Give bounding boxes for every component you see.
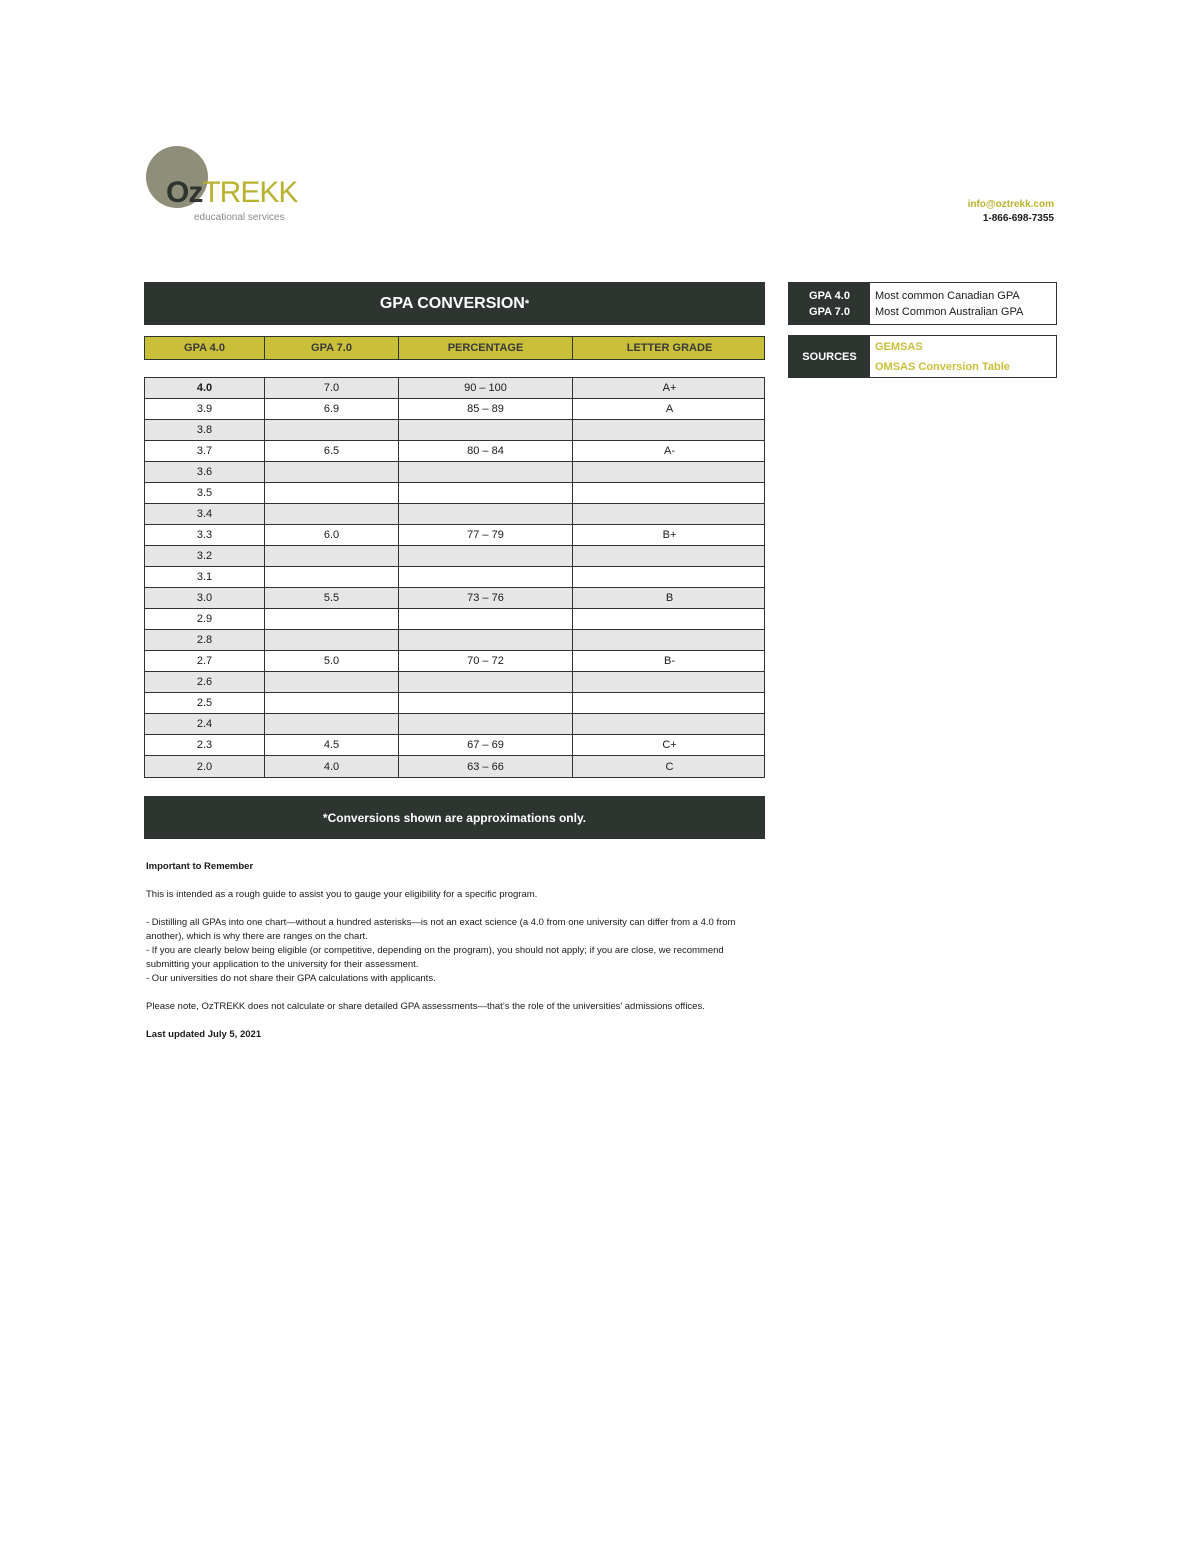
table-cell bbox=[265, 630, 399, 650]
table-cell: 2.7 bbox=[145, 651, 265, 671]
table-cell: 5.5 bbox=[265, 588, 399, 608]
table-cell: 3.1 bbox=[145, 567, 265, 587]
table-cell: B+ bbox=[662, 529, 677, 541]
table-cell: 80 – 84 bbox=[399, 441, 573, 461]
notes-disclaimer: Please note, OzTREKK does not calculate or share detailed GPA assessments—that’s the role of the universities’ admissions offices. bbox=[146, 1001, 705, 1012]
table-cell: 3.6 bbox=[145, 462, 265, 482]
table-cell: 4.5 bbox=[265, 735, 399, 755]
table-header bbox=[144, 336, 765, 360]
table-cell: A bbox=[665, 403, 674, 415]
table-row bbox=[145, 525, 764, 546]
table-cell: 2.6 bbox=[145, 672, 265, 692]
table-row bbox=[145, 441, 764, 462]
table-row bbox=[145, 735, 764, 756]
table-cell: 6.5 bbox=[265, 441, 399, 461]
table-cell: 3.7 bbox=[145, 441, 265, 461]
notes-bullet: - If you are clearly below being eligible (or competitive, depending on the program), you should not apply; if you are close, we recommend submitting your application to the university for their assessment. bbox=[146, 945, 724, 970]
table-cell bbox=[265, 609, 399, 629]
table-cell bbox=[573, 630, 766, 650]
title-asterisk: * bbox=[524, 297, 530, 310]
legend-description: Most common Canadian GPA bbox=[875, 289, 1020, 302]
table-cell bbox=[399, 483, 573, 503]
table-row bbox=[145, 672, 764, 693]
legend-description: Most Common Australian GPA bbox=[875, 305, 1024, 318]
table-row bbox=[145, 567, 764, 588]
table-row bbox=[145, 714, 764, 735]
omsas-conversion-link[interactable]: OMSAS Conversion Table bbox=[875, 360, 1010, 373]
table-cell bbox=[265, 693, 399, 713]
table-row bbox=[145, 420, 764, 441]
title-text: GPA CONVERSION bbox=[379, 294, 525, 312]
table-cell bbox=[265, 567, 399, 587]
table-cell: 2.3 bbox=[145, 735, 265, 755]
legend-label: GPA 4.0 bbox=[809, 289, 850, 302]
table-cell: 6.0 bbox=[265, 525, 399, 545]
last-updated: Last updated July 5, 2021 bbox=[146, 1029, 262, 1040]
table-cell: 4.0 bbox=[265, 756, 399, 777]
table-cell bbox=[573, 420, 766, 440]
table-cell: 3.0 bbox=[145, 588, 265, 608]
table-cell bbox=[399, 567, 573, 587]
table-cell: 3.9 bbox=[145, 399, 265, 419]
legend-descriptions bbox=[870, 283, 1056, 324]
table-cell: 2.0 bbox=[145, 756, 265, 777]
table-cell bbox=[265, 483, 399, 503]
table-row bbox=[145, 756, 764, 777]
table-cell: 3.5 bbox=[145, 483, 265, 503]
table-cell bbox=[573, 462, 766, 482]
table-cell bbox=[573, 714, 766, 734]
oztrekk-logo bbox=[146, 146, 296, 226]
table-row bbox=[145, 378, 764, 399]
table-cell bbox=[399, 714, 573, 734]
table-cell: 3.4 bbox=[145, 504, 265, 524]
logo-tagline: educational services bbox=[194, 212, 285, 223]
sources-links bbox=[870, 336, 1056, 377]
notes-intro: This is intended as a rough guide to assist you to gauge your eligibility for a specific program. bbox=[146, 889, 538, 900]
sources-label: SOURCES bbox=[789, 336, 870, 377]
table-cell: C+ bbox=[662, 739, 677, 751]
column-header: PERCENTAGE bbox=[399, 337, 573, 359]
column-header: LETTER GRADE bbox=[626, 342, 713, 354]
table-cell: 5.0 bbox=[265, 651, 399, 671]
phone-number: 1-866-698-7355 bbox=[982, 213, 1054, 224]
table-cell bbox=[573, 546, 766, 566]
table-cell bbox=[399, 420, 573, 440]
table-cell bbox=[573, 693, 766, 713]
table-cell bbox=[265, 504, 399, 524]
table-cell bbox=[573, 609, 766, 629]
table-cell: 6.9 bbox=[265, 399, 399, 419]
table-cell bbox=[573, 672, 766, 692]
table-cell bbox=[399, 546, 573, 566]
table-cell: 85 – 89 bbox=[399, 399, 573, 419]
table-row bbox=[145, 651, 764, 672]
table-row bbox=[145, 483, 764, 504]
table-row bbox=[145, 588, 764, 609]
column-header: GPA 4.0 bbox=[145, 337, 265, 359]
logo-wordmark: OzTREKK bbox=[166, 176, 298, 209]
table-row bbox=[145, 693, 764, 714]
approximation-footnote: *Conversions shown are approximations only. bbox=[144, 796, 765, 839]
table-cell: 3.3 bbox=[145, 525, 265, 545]
table-cell bbox=[399, 462, 573, 482]
table-cell: 70 – 72 bbox=[399, 651, 573, 671]
notes-heading: Important to Remember bbox=[146, 861, 254, 872]
notes-section bbox=[146, 860, 766, 1042]
table-row bbox=[145, 609, 764, 630]
sources-box bbox=[788, 335, 1057, 378]
table-cell: 63 – 66 bbox=[399, 756, 573, 777]
table-row bbox=[145, 630, 764, 651]
table-cell: 90 – 100 bbox=[399, 378, 573, 398]
page-title bbox=[144, 282, 765, 325]
table-cell bbox=[265, 672, 399, 692]
table-cell bbox=[399, 672, 573, 692]
table-cell: 4.0 bbox=[145, 378, 265, 398]
gpa-conversion-table bbox=[144, 377, 765, 778]
table-cell bbox=[399, 630, 573, 650]
table-row bbox=[145, 546, 764, 567]
table-cell: 3.2 bbox=[145, 546, 265, 566]
email-link[interactable]: info@oztrekk.com bbox=[967, 199, 1054, 210]
table-cell bbox=[399, 504, 573, 524]
table-row bbox=[145, 462, 764, 483]
notes-bullet: - Distilling all GPAs into one chart—without a hundred asterisks—is not an exact science (a 4.0 from one university can differ from a 4.0 from another), which is why there are ranges on the chart. bbox=[146, 917, 736, 942]
table-cell bbox=[573, 483, 766, 503]
contact-info bbox=[968, 198, 1054, 226]
notes-bullet: - Our universities do not share their GPA calculations with applicants. bbox=[146, 973, 436, 984]
table-cell: A- bbox=[664, 445, 675, 457]
table-row bbox=[145, 399, 764, 420]
table-cell: 3.8 bbox=[145, 420, 265, 440]
legend-label: GPA 7.0 bbox=[809, 305, 850, 318]
table-cell: B bbox=[665, 592, 674, 604]
table-cell: B- bbox=[664, 655, 675, 667]
table-cell bbox=[573, 504, 766, 524]
table-cell: 73 – 76 bbox=[399, 588, 573, 608]
table-cell: 2.8 bbox=[145, 630, 265, 650]
table-cell: 67 – 69 bbox=[399, 735, 573, 755]
table-row bbox=[145, 504, 764, 525]
column-header: GPA 7.0 bbox=[265, 337, 399, 359]
gemsas-link[interactable]: GEMSAS bbox=[875, 340, 923, 353]
table-cell bbox=[399, 693, 573, 713]
table-cell bbox=[265, 420, 399, 440]
table-cell: 2.9 bbox=[145, 609, 265, 629]
table-cell: 7.0 bbox=[265, 378, 399, 398]
table-cell: 2.5 bbox=[145, 693, 265, 713]
legend-labels bbox=[789, 283, 870, 324]
table-cell bbox=[573, 567, 766, 587]
gpa-legend bbox=[788, 282, 1057, 325]
table-cell bbox=[265, 546, 399, 566]
table-cell bbox=[265, 714, 399, 734]
table-cell bbox=[399, 609, 573, 629]
table-cell: 2.4 bbox=[145, 714, 265, 734]
table-cell: C bbox=[665, 760, 674, 773]
table-cell: 77 – 79 bbox=[399, 525, 573, 545]
table-cell: A+ bbox=[662, 382, 677, 394]
table-cell bbox=[265, 462, 399, 482]
